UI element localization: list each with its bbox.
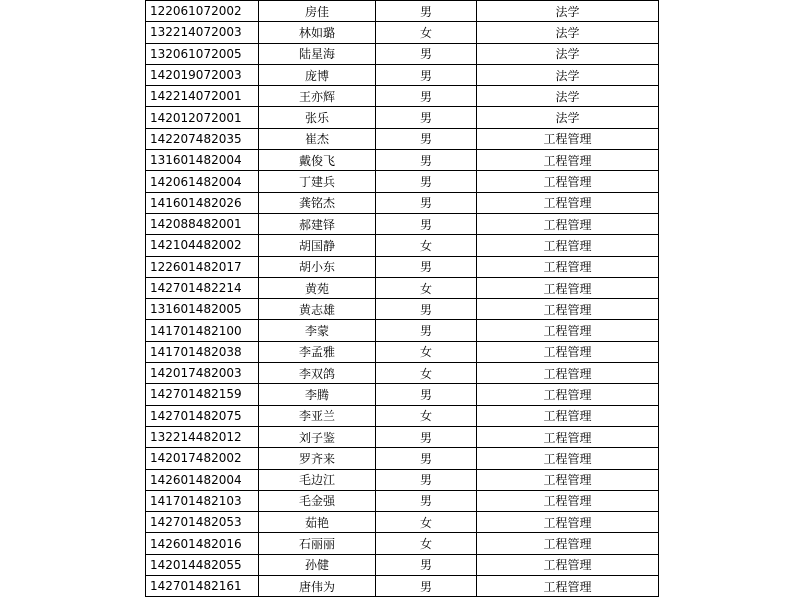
name-cell: 李腾 (259, 384, 376, 405)
table-row (146, 43, 659, 64)
name-cell: 李亚兰 (259, 405, 376, 426)
table-row (146, 448, 659, 469)
gender-cell: 男 (376, 299, 477, 320)
name-cell: 孙健 (259, 554, 376, 575)
major-cell: 工程管理 (477, 576, 659, 597)
major-cell: 工程管理 (477, 426, 659, 447)
major-cell: 工程管理 (477, 490, 659, 511)
major-cell: 工程管理 (477, 171, 659, 192)
student-id-cell: 142701482214 (146, 277, 259, 298)
gender-cell: 女 (376, 405, 477, 426)
student-table (145, 0, 659, 597)
student-id-cell: 142214072001 (146, 86, 259, 107)
student-id-cell: 142017482002 (146, 448, 259, 469)
major-cell: 法学 (477, 107, 659, 128)
student-id-cell: 122601482017 (146, 256, 259, 277)
table-row (146, 22, 659, 43)
student-id-cell: 131601482004 (146, 150, 259, 171)
student-id-cell: 142104482002 (146, 235, 259, 256)
name-cell: 房佳 (259, 1, 376, 22)
major-cell: 工程管理 (477, 448, 659, 469)
table-row (146, 128, 659, 149)
name-cell: 黄苑 (259, 277, 376, 298)
name-cell: 刘子鉴 (259, 426, 376, 447)
major-cell: 工程管理 (477, 150, 659, 171)
gender-cell: 男 (376, 107, 477, 128)
student-id-cell: 142207482035 (146, 128, 259, 149)
name-cell: 崔杰 (259, 128, 376, 149)
gender-cell: 男 (376, 554, 477, 575)
student-id-cell: 141701482038 (146, 341, 259, 362)
name-cell: 黄志雄 (259, 299, 376, 320)
major-cell: 工程管理 (477, 469, 659, 490)
gender-cell: 男 (376, 469, 477, 490)
student-id-cell: 142012072001 (146, 107, 259, 128)
student-id-cell: 132214482012 (146, 426, 259, 447)
gender-cell: 男 (376, 576, 477, 597)
name-cell: 唐伟为 (259, 576, 376, 597)
table-row (146, 1, 659, 22)
student-id-cell: 142701482053 (146, 512, 259, 533)
major-cell: 工程管理 (477, 299, 659, 320)
name-cell: 石丽丽 (259, 533, 376, 554)
student-id-cell: 142601482016 (146, 533, 259, 554)
major-cell: 工程管理 (477, 533, 659, 554)
student-id-cell: 142017482003 (146, 363, 259, 384)
student-id-cell: 141701482100 (146, 320, 259, 341)
student-id-cell: 142601482004 (146, 469, 259, 490)
major-cell: 工程管理 (477, 363, 659, 384)
gender-cell: 男 (376, 256, 477, 277)
major-cell: 工程管理 (477, 213, 659, 234)
major-cell: 工程管理 (477, 192, 659, 213)
name-cell: 丁建兵 (259, 171, 376, 192)
table-body (146, 1, 659, 597)
student-id-cell: 142701482161 (146, 576, 259, 597)
table-row (146, 405, 659, 426)
student-id-cell: 142014482055 (146, 554, 259, 575)
major-cell: 工程管理 (477, 128, 659, 149)
gender-cell: 男 (376, 384, 477, 405)
table-row (146, 299, 659, 320)
major-cell: 法学 (477, 22, 659, 43)
gender-cell: 女 (376, 363, 477, 384)
name-cell: 陆星海 (259, 43, 376, 64)
student-id-cell: 142701482075 (146, 405, 259, 426)
table-row (146, 277, 659, 298)
table-row (146, 426, 659, 447)
name-cell: 茹艳 (259, 512, 376, 533)
name-cell: 龚铭杰 (259, 192, 376, 213)
gender-cell: 男 (376, 150, 477, 171)
name-cell: 庞博 (259, 64, 376, 85)
table-row (146, 235, 659, 256)
table-row (146, 213, 659, 234)
student-id-cell: 132061072005 (146, 43, 259, 64)
major-cell: 工程管理 (477, 554, 659, 575)
major-cell: 工程管理 (477, 512, 659, 533)
student-id-cell: 142019072003 (146, 64, 259, 85)
student-id-cell: 131601482005 (146, 299, 259, 320)
gender-cell: 男 (376, 448, 477, 469)
major-cell: 工程管理 (477, 256, 659, 277)
name-cell: 李孟雅 (259, 341, 376, 362)
table-row (146, 490, 659, 511)
gender-cell: 男 (376, 86, 477, 107)
student-id-cell: 142061482004 (146, 171, 259, 192)
gender-cell: 女 (376, 277, 477, 298)
gender-cell: 女 (376, 533, 477, 554)
major-cell: 法学 (477, 86, 659, 107)
major-cell: 工程管理 (477, 277, 659, 298)
name-cell: 罗齐来 (259, 448, 376, 469)
student-id-cell: 141601482026 (146, 192, 259, 213)
major-cell: 工程管理 (477, 320, 659, 341)
table-row (146, 64, 659, 85)
gender-cell: 男 (376, 192, 477, 213)
gender-cell: 男 (376, 490, 477, 511)
table-row (146, 256, 659, 277)
name-cell: 王亦辉 (259, 86, 376, 107)
table-row (146, 150, 659, 171)
student-id-cell: 142701482159 (146, 384, 259, 405)
student-id-cell: 141701482103 (146, 490, 259, 511)
student-id-cell: 132214072003 (146, 22, 259, 43)
table-row (146, 341, 659, 362)
table-row (146, 107, 659, 128)
student-id-cell: 122061072002 (146, 1, 259, 22)
name-cell: 胡国静 (259, 235, 376, 256)
gender-cell: 女 (376, 512, 477, 533)
gender-cell: 男 (376, 64, 477, 85)
gender-cell: 男 (376, 128, 477, 149)
table-row (146, 363, 659, 384)
gender-cell: 女 (376, 341, 477, 362)
table-row (146, 320, 659, 341)
gender-cell: 男 (376, 213, 477, 234)
table-row (146, 384, 659, 405)
gender-cell: 男 (376, 43, 477, 64)
gender-cell: 女 (376, 235, 477, 256)
major-cell: 工程管理 (477, 384, 659, 405)
major-cell: 工程管理 (477, 405, 659, 426)
name-cell: 郝建铎 (259, 213, 376, 234)
table-row (146, 554, 659, 575)
table-row (146, 576, 659, 597)
name-cell: 李蒙 (259, 320, 376, 341)
gender-cell: 男 (376, 426, 477, 447)
name-cell: 毛金强 (259, 490, 376, 511)
table-row (146, 192, 659, 213)
student-id-cell: 142088482001 (146, 213, 259, 234)
table-row (146, 512, 659, 533)
name-cell: 李双鸽 (259, 363, 376, 384)
gender-cell: 男 (376, 320, 477, 341)
gender-cell: 男 (376, 1, 477, 22)
major-cell: 法学 (477, 43, 659, 64)
table-row (146, 533, 659, 554)
major-cell: 工程管理 (477, 235, 659, 256)
gender-cell: 男 (376, 171, 477, 192)
name-cell: 林如璐 (259, 22, 376, 43)
major-cell: 工程管理 (477, 341, 659, 362)
name-cell: 戴俊飞 (259, 150, 376, 171)
table-row (146, 469, 659, 490)
name-cell: 胡小东 (259, 256, 376, 277)
name-cell: 张乐 (259, 107, 376, 128)
major-cell: 法学 (477, 64, 659, 85)
major-cell: 法学 (477, 1, 659, 22)
gender-cell: 女 (376, 22, 477, 43)
table-row (146, 86, 659, 107)
table-row (146, 171, 659, 192)
name-cell: 毛边江 (259, 469, 376, 490)
